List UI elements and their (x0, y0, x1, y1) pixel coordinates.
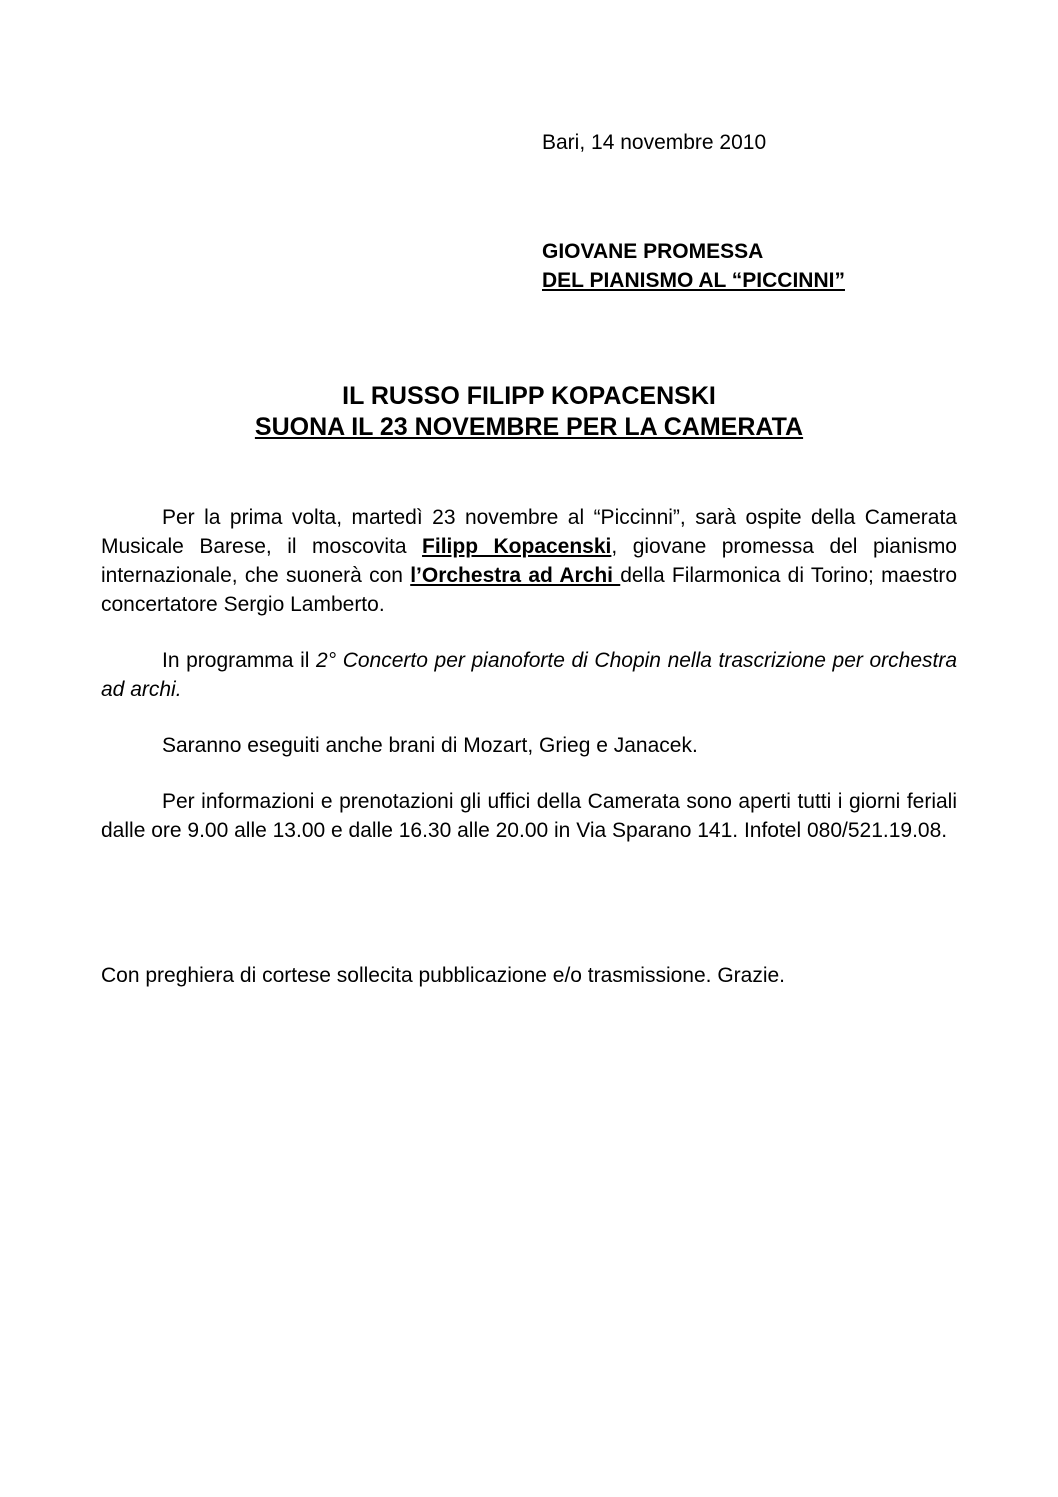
artist-name: Filipp Kopacenski (422, 535, 612, 558)
kicker (542, 237, 845, 295)
headline (100, 381, 958, 443)
closing-line: Con preghiera di cortese sollecita pubblicazione e/o trasmissione. Grazie. (101, 964, 786, 987)
paragraph-3: Saranno eseguiti anche brani di Mozart, Grieg e Janacek. (162, 734, 698, 757)
program-title: 2° Concerto per pianoforte di Chopin nella trascrizione per orchestra ad archi. (101, 649, 958, 701)
headline-line-2: SUONA IL 23 NOVEMBRE PER LA CAMERATA (254, 413, 804, 441)
paragraph-1-text-b: , giovane promessa del pianismo internazionale, che suonerà con (101, 535, 957, 587)
paragraph-1 (101, 503, 957, 619)
paragraph-4: Per informazioni e prenotazioni gli uffici della Camerata sono aperti tutti i giorni feriali dalle ore 9.00 alle 13.00 e dalle 16.30 alle 20.00 in Via Sparano 141. Infotel 080/521.19.08. (101, 790, 957, 842)
paragraph-2-text-a: In programma il (162, 649, 317, 672)
headline-line-1: IL RUSSO FILIPP KOPACENSKI (342, 382, 716, 410)
kicker-line-1: GIOVANE PROMESSA (542, 240, 764, 263)
paragraph-2 (101, 646, 957, 704)
paragraph-1-text-a: Per la prima volta, martedì 23 novembre al “Piccinni”, sarà ospite della Camerata Musicale Barese, il moscovita (101, 506, 957, 558)
paragraph-1-text-c: della Filarmonica di Torino; maestro concertatore Sergio Lamberto. (101, 564, 957, 616)
kicker-line-2: DEL PIANISMO AL “PICCINNI” (542, 269, 845, 292)
date-line: Bari, 14 novembre 2010 (542, 131, 767, 154)
orchestra-name: l’Orchestra ad Archi (410, 564, 621, 587)
article-body (101, 503, 957, 872)
